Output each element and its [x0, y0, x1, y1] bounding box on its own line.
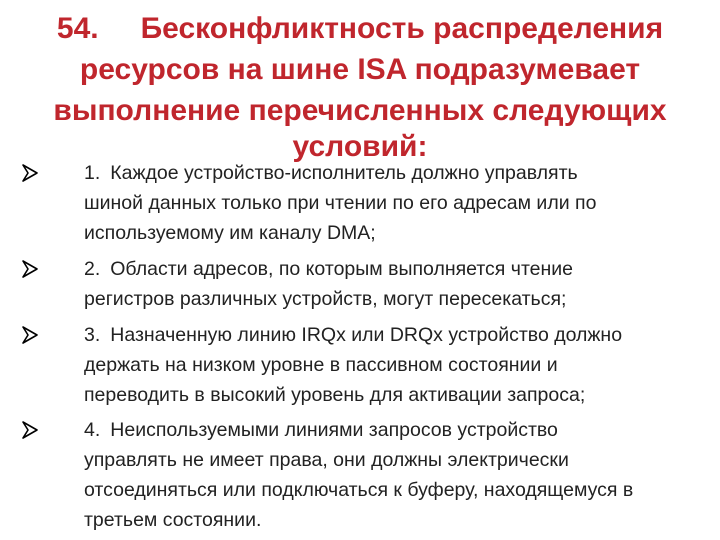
list-item-text [84, 415, 696, 535]
list-item-number: 3. [84, 324, 101, 346]
list-item-line: шиной данных только при чтении по его адресам или по [84, 192, 597, 214]
list-item-text [84, 320, 696, 410]
list-item-line: третьем состоянии. [84, 509, 262, 531]
list-item-line: отсоединяться или подключаться к буферу, находящемуся в [84, 479, 634, 501]
title-line-4: условий: [292, 130, 428, 163]
list-item-line: регистров различных устройств, могут пересекаться; [84, 288, 567, 310]
arrow-bullet-icon [22, 421, 40, 439]
list-item-line [84, 158, 696, 188]
list-item-line [84, 415, 696, 445]
list-item-line-text: Области адресов, по которым выполняется чтение [110, 258, 574, 280]
list-item-line [84, 254, 696, 284]
list-item-line: держать на низком уровне в пассивном состоянии и [84, 354, 558, 376]
title-line-text: Бесконфликтность распределения [140, 12, 664, 45]
arrow-bullet-icon [22, 164, 40, 182]
title-line-3: выполнение перечисленных следующих [53, 94, 667, 127]
list-item-line-text: Неиспользуемыми линиями запросов устройство [110, 419, 558, 441]
list-item-line-text: Назначенную линию IRQx или DRQx устройство должно [110, 324, 623, 346]
arrow-bullet-icon [22, 326, 40, 344]
list-item-number: 1. [84, 162, 101, 184]
list-item-number: 4. [84, 419, 101, 441]
list-item-line-text: Каждое устройство-исполнитель должно управлять [110, 162, 578, 184]
arrow-bullet-icon [22, 260, 40, 278]
list-item-text [84, 158, 696, 248]
list-item-line: управлять не имеет права, они должны электрически [84, 449, 569, 471]
list-item-number: 2. [84, 258, 101, 280]
title-line-2: ресурсов на шине ISA подразумевает [79, 53, 641, 86]
title-number: 54. [56, 12, 99, 45]
list-item-text [84, 254, 696, 314]
list-item-line [84, 320, 696, 350]
list-item-line: используемому им каналу DMA; [84, 222, 376, 244]
list-item-line: переводить в высокий уровень для активации запроса; [84, 384, 586, 406]
